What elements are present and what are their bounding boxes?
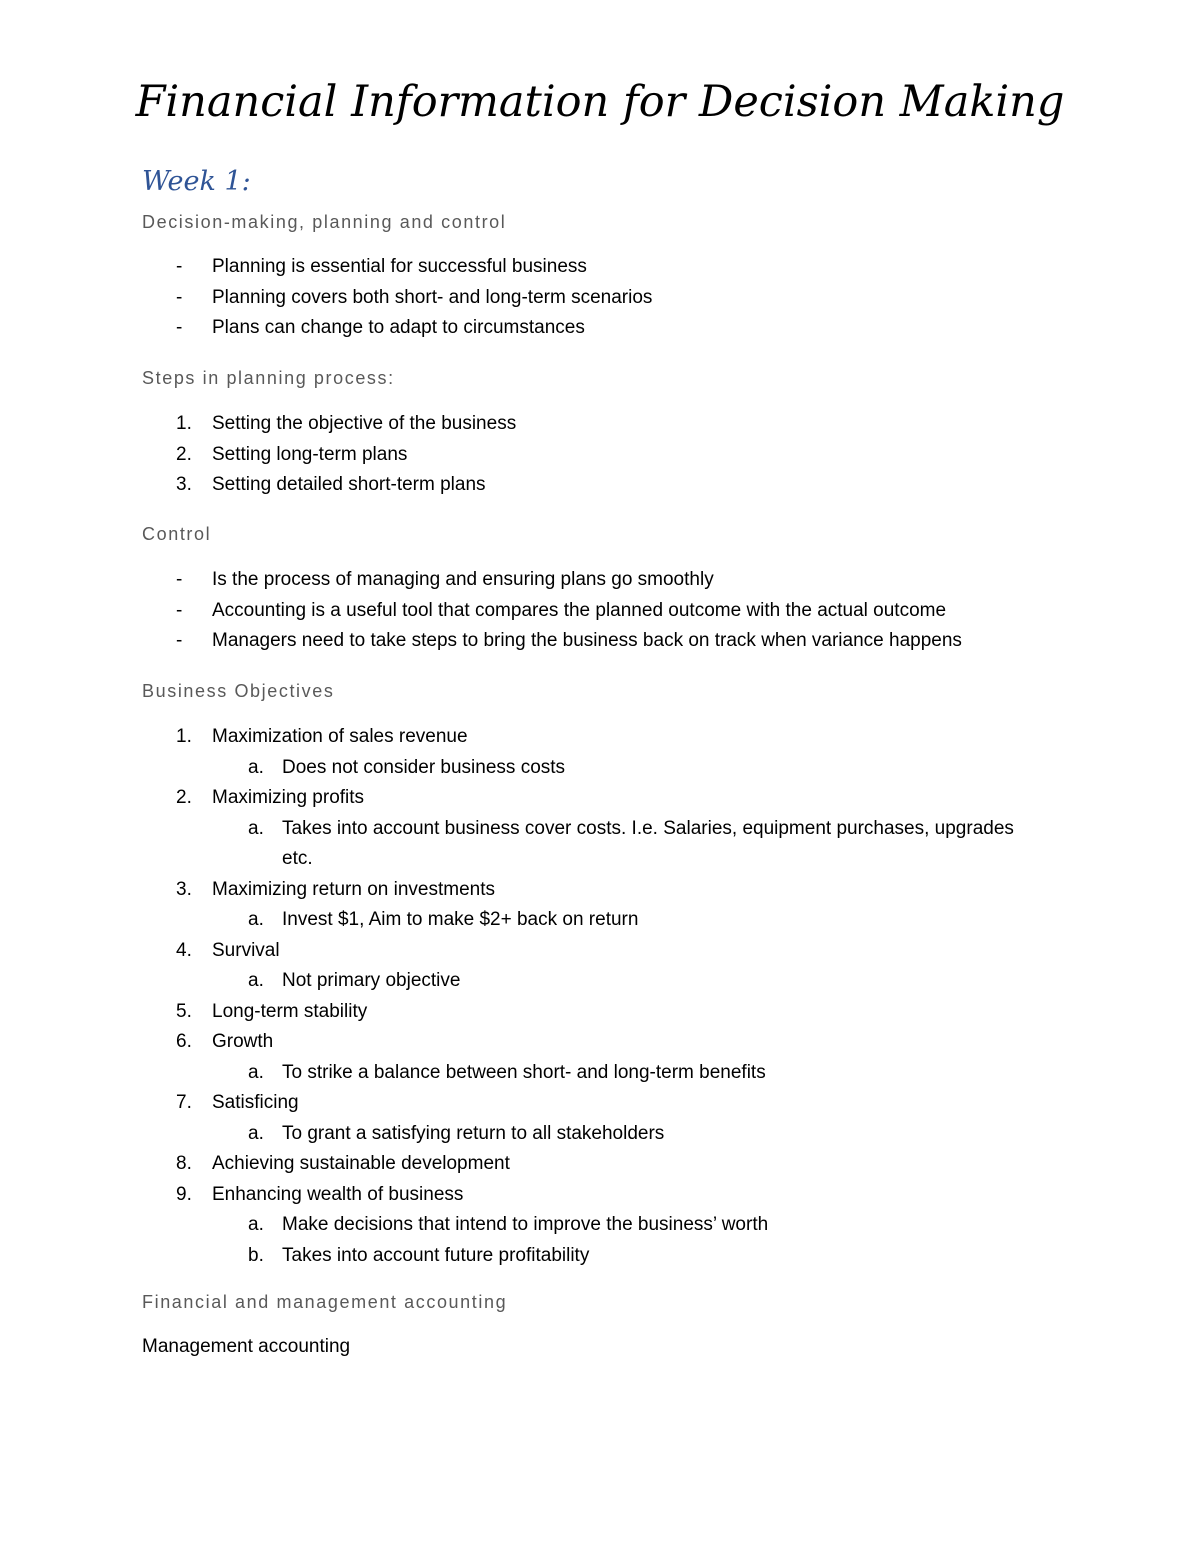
- list-item: - Accounting is a useful tool that compares the planned outcome with the actual outcome: [142, 596, 1142, 627]
- bullet-list-planning: [142, 252, 1042, 344]
- list-item: 5. Long-term stability: [176, 1000, 368, 1022]
- list-item: - Managers need to take steps to bring the business back on track when variance happens: [142, 626, 1142, 657]
- list-item: 6. Growth: [176, 1031, 274, 1052]
- numbered-list-steps: [142, 409, 1042, 501]
- section-heading-objectives: Business Objectives: [142, 681, 335, 701]
- section-heading-decision-making: Decision-making, planning and control: [142, 212, 507, 232]
- sub-list-item: a. Does not consider business costs: [248, 756, 566, 778]
- list-item: 7. Satisficing: [176, 1092, 299, 1113]
- dash-marker: -: [176, 256, 183, 277]
- list-item: 1. Setting the objective of the business: [176, 413, 517, 434]
- dash-marker: -: [176, 569, 183, 590]
- list-item: 2. Setting long-term plans: [176, 443, 408, 465]
- list-item: 2. Maximizing profits: [176, 787, 365, 808]
- sub-list-item: a. Takes into account business cover costs. I.e. Salaries, equipment purchases, upgrades etc.: [248, 817, 1014, 869]
- sub-list-item: a. To strike a balance between short- and long-term benefits: [248, 1061, 766, 1083]
- list-item: 3. Setting detailed short-term plans: [176, 474, 486, 495]
- list-item: 3. Maximizing return on investments: [176, 878, 495, 900]
- dash-marker: -: [176, 630, 183, 651]
- section-heading-steps: Steps in planning process:: [142, 368, 395, 388]
- dash-marker: -: [176, 599, 183, 621]
- list-item: 1. Maximization of sales revenue: [176, 726, 468, 747]
- list-item: 4. Survival: [176, 939, 280, 961]
- list-item: - Planning covers both short- and long-term scenarios: [142, 283, 1042, 314]
- sub-list-item: b. Takes into account future profitability: [248, 1244, 590, 1266]
- document-title: Financial Information for Decision Making: [135, 77, 1065, 127]
- sub-list-item: a. Make decisions that intend to improve the business’ worth: [248, 1214, 769, 1235]
- list-item: 8. Achieving sustainable development: [176, 1153, 510, 1174]
- list-item: - Is the process of managing and ensuring plans go smoothly: [142, 565, 1142, 596]
- numbered-list-objectives: [142, 722, 1032, 1271]
- sub-list-item: a. To grant a satisfying return to all stakeholders: [248, 1122, 665, 1144]
- dash-marker: -: [176, 286, 183, 308]
- list-item: - Planning is essential for successful business: [142, 252, 1042, 283]
- section-heading-accounting: Financial and management accounting: [142, 1292, 508, 1312]
- bullet-list-control: [142, 565, 1142, 657]
- sub-list-item: a. Not primary objective: [248, 970, 461, 991]
- list-item: - Plans can change to adapt to circumstances: [142, 313, 1042, 344]
- dash-marker: -: [176, 317, 183, 338]
- paragraph-management-accounting: Management accounting: [142, 1336, 351, 1357]
- list-item: 9. Enhancing wealth of business: [176, 1183, 464, 1205]
- sub-list-item: a. Invest $1, Aim to make $2+ back on return: [248, 909, 639, 930]
- section-heading-control: Control: [142, 524, 212, 544]
- week-heading: Week 1:: [142, 166, 251, 197]
